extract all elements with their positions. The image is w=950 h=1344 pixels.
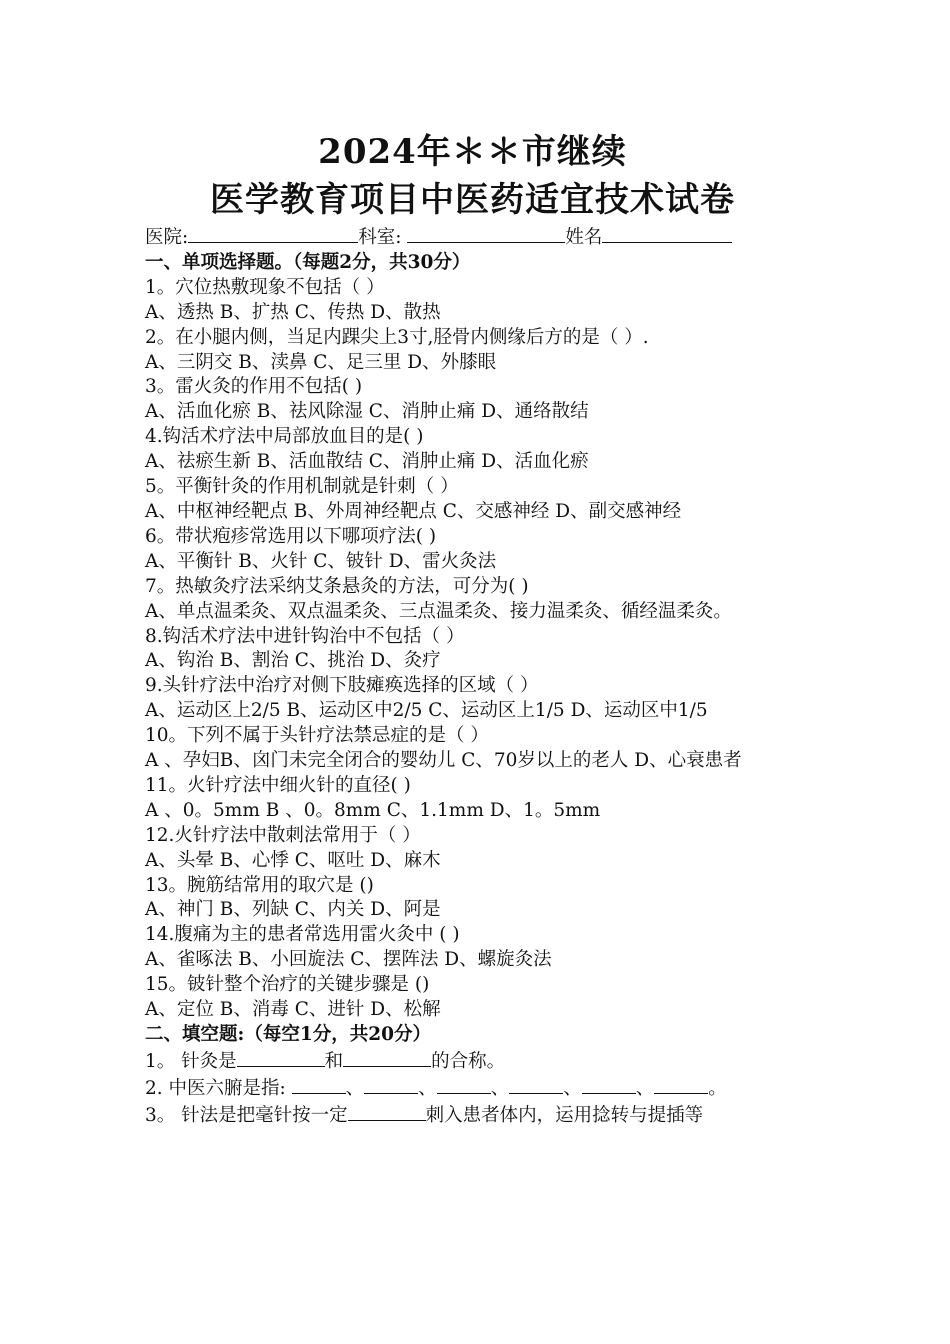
question-text: 3。雷火灸的作用不包括( ) xyxy=(145,376,363,398)
section1-heading: 一、单项选择题。（每题2分，共30分） xyxy=(145,251,471,273)
dept-blank[interactable] xyxy=(407,224,565,243)
question-text: 12.火针疗法中散刺法常用于（ ） xyxy=(145,824,421,846)
fill-q1-text-c: 的合称。 xyxy=(431,1050,506,1072)
question-options: A、祛瘀生新 B、活血散结 C、消肿止痛 D、活血化瘀 xyxy=(145,451,589,473)
question-options: A、三阴交 B、渎鼻 C、足三里 D、外膝眼 xyxy=(145,351,497,373)
section2-heading: 二、填空题:（每空1分，共20分） xyxy=(145,1024,431,1045)
question-text: 13。腕筋结常用的取穴是 () xyxy=(145,874,374,896)
question-options: A、活血化瘀 B、祛风除湿 C、消肿止痛 D、通络散结 xyxy=(145,401,589,423)
question-text: 6。带状疱疹常选用以下哪项疗法( ) xyxy=(145,525,437,547)
fill-q2-end: 。 xyxy=(708,1077,727,1099)
question-text: 7。热敏灸疗法采纳艾条悬灸的方法，可分为( ) xyxy=(145,575,529,597)
exam-page xyxy=(145,128,810,1129)
question-options: A、神门 B、列缺 C、内关 D、阿是 xyxy=(145,899,441,921)
question-options: A 、孕妇B、囟门未完全闭合的婴幼儿 C、70岁以上的老人 D、心衰患者 xyxy=(145,750,742,772)
fill-q3-blank-1[interactable] xyxy=(348,1102,426,1121)
question-text: 2。在小腿内侧，当足内踝尖上3寸,胫骨内侧缘后方的是（ ）. xyxy=(145,326,649,348)
question-options: A、雀啄法 B、小回旋法 C、摆阵法 D、螺旋灸法 xyxy=(145,949,552,971)
question-options: A、平衡针 B、火针 C、铍针 D、雷火灸法 xyxy=(145,550,497,572)
fill-q1-blank-2[interactable] xyxy=(343,1048,431,1067)
fill-q2-blank-5[interactable] xyxy=(582,1075,636,1094)
question-text: 1。穴位热敷现象不包括（ ） xyxy=(145,276,385,298)
question-text: 9.头针疗法中治疗对侧下肢瘫痪选择的区域（ ） xyxy=(145,675,539,697)
hospital-label: 医院: xyxy=(145,227,189,248)
question-list xyxy=(145,276,810,1023)
question-text: 11。火针疗法中细火针的直径( ) xyxy=(145,774,411,796)
question-options: A、钩治 B、割治 C、挑治 D、灸疗 xyxy=(145,650,441,672)
name-label: 姓名 xyxy=(565,227,603,248)
exam-title-line1: 2024年＊＊市继续 xyxy=(318,132,627,172)
question-options: A、单点温柔灸、双点温柔灸、三点温柔灸、接力温柔灸、循经温柔灸。 xyxy=(145,600,732,622)
fill-question-2 xyxy=(145,1075,810,1102)
fill-q2-sep: 、 xyxy=(635,1077,655,1099)
hospital-blank[interactable] xyxy=(188,224,358,243)
fill-q3-text-b: 刺入患者体内，运用捻转与提插等 xyxy=(425,1104,704,1126)
fill-q2-blank-2[interactable] xyxy=(364,1075,418,1094)
fill-q1-text-b: 和 xyxy=(324,1050,344,1072)
fill-q2-blank-3[interactable] xyxy=(437,1075,491,1094)
fill-q2-blank-6[interactable] xyxy=(654,1075,708,1094)
question-text: 10。下列不属于头针疗法禁忌症的是（ ） xyxy=(145,725,489,747)
question-text: 4.钩活术疗法中局部放血目的是( ) xyxy=(145,426,424,448)
fill-question-1 xyxy=(145,1048,810,1075)
fill-q1-text-a: 1。 针灸是 xyxy=(145,1050,237,1072)
fill-q3-text-a: 3。 针法是把毫针按一定 xyxy=(145,1104,348,1126)
info-line xyxy=(145,224,810,251)
question-text: 14.腹痛为主的患者常选用雷火灸中 ( ) xyxy=(145,924,460,946)
dept-label: 科室: xyxy=(358,227,402,248)
fill-q2-blank-1[interactable] xyxy=(292,1075,346,1094)
fill-q2-text: 2. 中医六腑是指: xyxy=(145,1077,292,1099)
question-options: A、定位 B、消毒 C、进针 D、松解 xyxy=(145,999,441,1021)
question-options: A 、0。5mm B 、0。8mm C、1.1mm D、1。5mm xyxy=(145,799,601,821)
fill-question-3 xyxy=(145,1102,810,1129)
fill-q2-sep: 、 xyxy=(490,1077,510,1099)
question-text: 8.钩活术疗法中进针钩治中不包括（ ） xyxy=(145,625,465,647)
question-text: 5。平衡针灸的作用机制就是针刺（ ） xyxy=(145,476,459,498)
question-options: A、透热 B、扩热 C、传热 D、散热 xyxy=(145,301,441,323)
fill-q2-sep: 、 xyxy=(563,1077,582,1099)
question-options: A、中枢神经靶点 B、外周神经靶点 C、交感神经 D、副交感神经 xyxy=(145,500,682,522)
fill-q2-sep: 、 xyxy=(418,1077,437,1099)
fill-q2-blank-4[interactable] xyxy=(509,1075,563,1094)
question-options: A、头晕 B、心悸 C、呕吐 D、麻木 xyxy=(145,849,441,871)
fill-q2-sep: 、 xyxy=(345,1077,365,1099)
name-blank[interactable] xyxy=(602,224,732,243)
exam-title-line2: 医学教育项目中医药适宜技术试卷 xyxy=(210,180,735,220)
question-options: A、运动区上2/5 B、运动区中2/5 C、运动区上1/5 D、运动区中1/5 xyxy=(145,700,708,722)
question-text: 15。铍针整个治疗的关键步骤是 () xyxy=(145,974,430,996)
fill-q1-blank-1[interactable] xyxy=(237,1048,325,1067)
